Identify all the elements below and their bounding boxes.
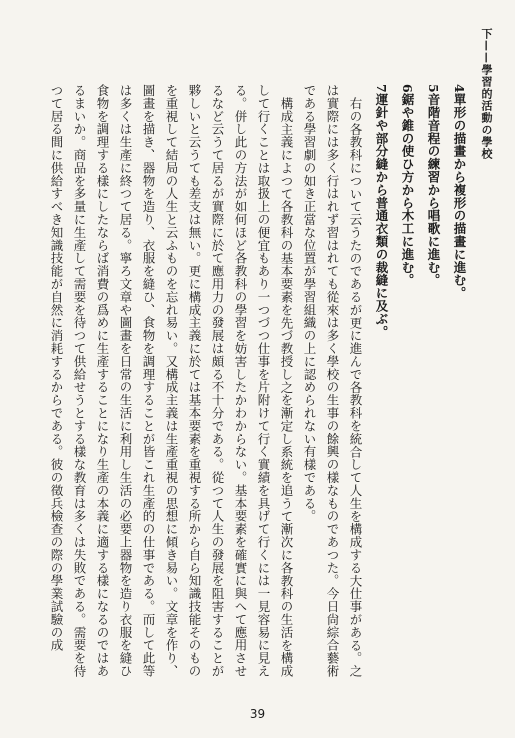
list-item-text: 單形の描畫から複形の描畫に進む。 xyxy=(452,93,467,300)
list-item-text: 運針や部分縫から普通衣類の裁縫に及ぶ。 xyxy=(374,93,389,339)
list-item-number: 6 xyxy=(400,84,415,94)
paragraph: 右の各教科について云うたのであるが更に進んで各教科を統合して人生を構成する大仕事がある。之は實際には多く行はれず習はれても從來は多く學校の生事の餘興の樣なものであつた。今日尙綜合藝術である學習劇の如き正當な位置が學習組織の上に認められない有樣である。 xyxy=(302,84,363,678)
list-item-number: 4 xyxy=(452,84,467,94)
list-item-text: 音階音程の練習から唱歌に進む。 xyxy=(426,93,441,287)
list-item xyxy=(367,84,393,688)
running-header: 下——學習的活動の學校 xyxy=(480,28,493,160)
list-item xyxy=(419,84,445,688)
body-text xyxy=(31,84,471,688)
list-item-number: 5 xyxy=(426,84,441,94)
list-item-number: 7 xyxy=(374,84,389,94)
page-number: 39 xyxy=(249,707,266,721)
list-item xyxy=(445,84,471,688)
list-item xyxy=(393,84,419,688)
list-item-text: 鋸や錐の使ひ方から木工に進む。 xyxy=(400,93,415,287)
paragraph: 構成主義によつて各教科の基本要素を先づ教授し之を漸定し系統を追うて漸次に各教科の生活を構成して行くことは取扱上の便宜もあり一つづつ仕事を片附けて行く實績を具げて行くには一見容易に見える。併し此の方法が如何ほど各教科の學習を妨害したかわからない。基本要素を確實に與へて應用させるなど云うて居るが實際に於て應用力の發展は頗る不十分である。從つて人生の發展を阻害することが夥しいと云うても差支は無い。更に構成主義に於ては基本要素を重視する所から自ら知識技能そのものを重視して結局の人生と云ふものを忘れ易い。又構成主義は生產重視の思想に傾き易い。文章を作り、圖畫を描き、器物を造り、衣服を縫ひ、食物を調理することが皆これ生產的の仕事である。而して此等は多くは生產に終つて居る。寧ろ文章や圖畫を日常の生活に利用し生活の必要上器物を造り衣服を縫ひ食物を調理する樣にしたならば消費の爲めに生產することになり生產の本義に適する樣になるのではあるまいか。商品を多量に生產して需要を待つて供給せうとする樣な教育は多くは失敗である。需要を待つて居る間に供給すべき知識技能が自然に消耗するからである。彼の徵兵檢查の際の學業試驗の成 xyxy=(49,84,294,678)
